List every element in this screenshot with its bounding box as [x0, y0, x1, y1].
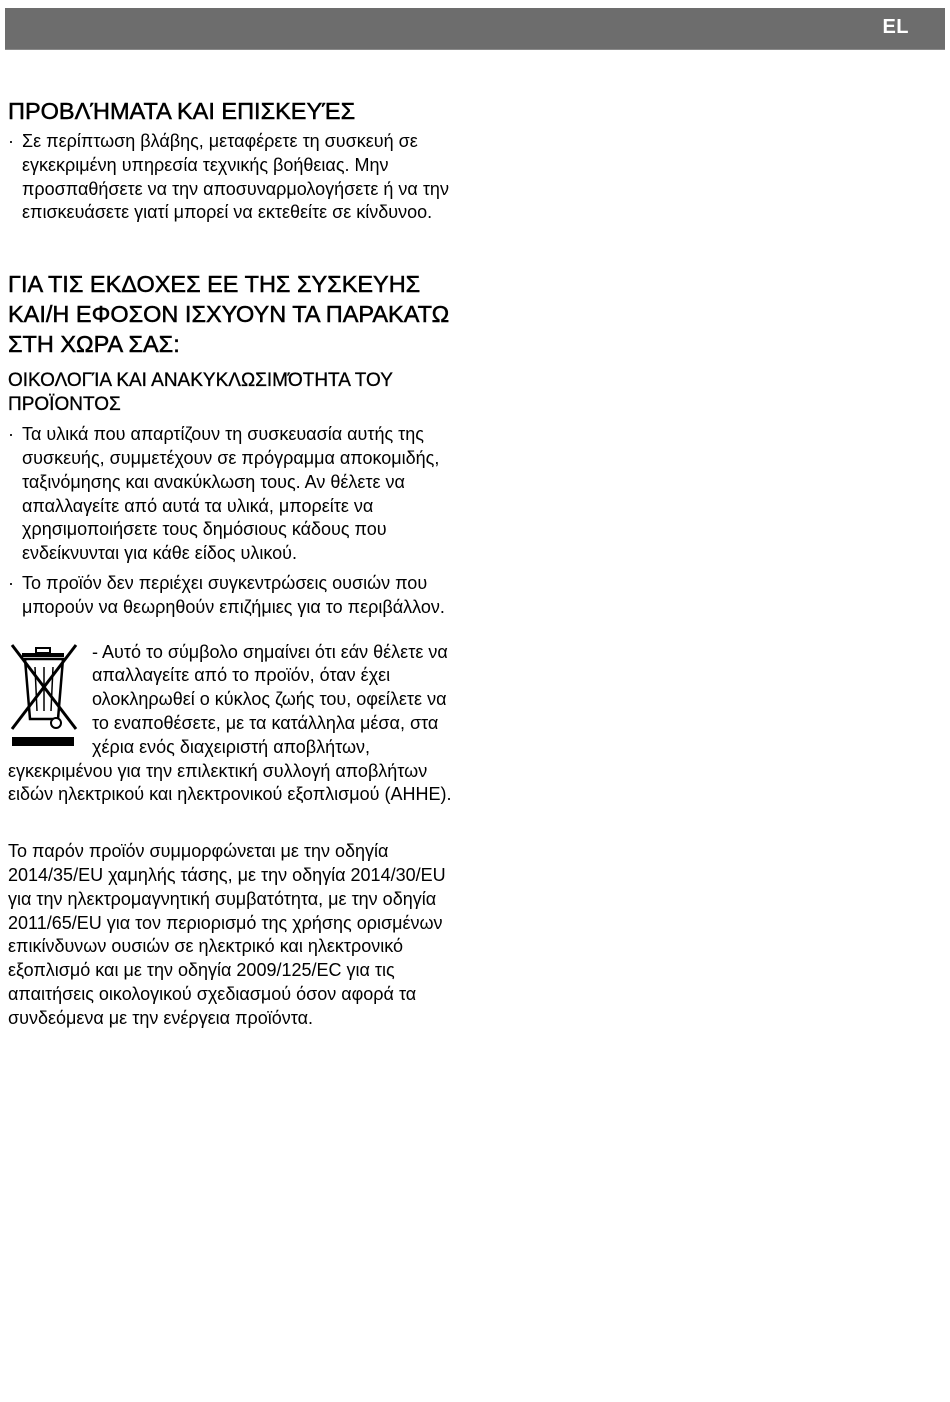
section-title-repairs: ΠΡΟΒΛΉΜΑΤΑ ΚΑΙ ΕΠΙΣΚΕΥΈΣ [8, 98, 356, 124]
section-subtitle-ecology: ΟΙΚΟΛΟΓΊΑ ΚΑΙ ΑΝΑΚΥΚΛΩΣΙΜΌΤΗΤΑ ΤΟΥ ΠΡΟΪΟΝΤΟΣ [8, 370, 393, 416]
weee-block [8, 641, 468, 808]
repairs-list [8, 130, 468, 225]
compliance-declaration: Το παρόν προϊόν συμμορφώνεται με την οδηγία 2014/35/EU χαμηλής τάσης, με την οδηγία 2014/30/EU για την ηλεκτρομαγνητική συμβατότητα, με την οδηγία 2011/65/EU για τον περιορισμό της χρήσης ορισμένων επικίνδυνων ουσιών σε ηλεκτρικό και ηλεκτρονικό εξοπλισμό και με την οδηγία 2009/125/EC για τις απαιτήσεις οικολογικού σχεδιασμού όσον αφορά τα συνδεόμενα με την ενέργεια προϊόντα. [8, 841, 446, 1028]
header-bar [5, 8, 945, 50]
list-item: · Το προϊόν δεν περιέχει συγκεντρώσεις ουσιών που μπορούν να θεωρηθούν επιζήμιες για το περιβάλλον. [8, 572, 468, 620]
weee-description: - Αυτό το σύμβολο σημαίνει ότι εάν θέλετε να απαλλαγείτε από το προϊόν, όταν έχει ολοκληρωθεί ο κύκλος ζωής του, οφείλετε να το εναποθέσετε, με τα κατάλληλα μέσα, στα χέρια ενός διαχειριστή αποβλήτων, εγκεκριμένου για την επιλεκτική συλλογή αποβλήτων ειδών ηλεκτρικού και ηλεκτρονικού εξοπλισμού (ΑΗΗΕ). [8, 641, 452, 805]
page-content [8, 96, 468, 1031]
list-item: · Τα υλικά που απαρτίζουν τη συσκευασία αυτής της συσκευής, συμμετέχουν σε πρόγραμμα αποκομιδής, ταξινόμησης και ανακύκλωση τους. Αν θέλετε να απαλλαγείτε από αυτά τα υλικά, μπορείτε να χρησιμοποιήσετε τους δημόσιους κάδους που ενδείκνυνται για κάθε είδος υλικού. [8, 423, 468, 566]
ecology-list [8, 423, 468, 619]
language-label: EL [882, 16, 909, 38]
list-item: · Σε περίπτωση βλάβης, μεταφέρετε τη συσκευή σε εγκεκριμένη υπηρεσία τεχνικής βοήθειας. Μην προσπαθήσετε να την αποσυναρμολογήσετε ή να την επισκευάσετε γιατί μπορεί να εκτεθείτε σε κίνδυνοο. [8, 130, 468, 225]
crossed-out-wheelie-bin-icon [8, 641, 80, 749]
section-title-eu-versions: ΓΙΑ ΤΙΣ ΕΚΔΟΧΕΣ ΕΕ ΤΗΣ ΣΥΣΚΕΥΗΣ ΚΑΙ/Η ΕΦΟΣΟΝ ΙΣΧΥΟΥΝ ΤΑ ΠΑΡΑΚΑΤΩ ΣΤΗ ΧΩΡΑ ΣΑΣ: [8, 271, 450, 358]
